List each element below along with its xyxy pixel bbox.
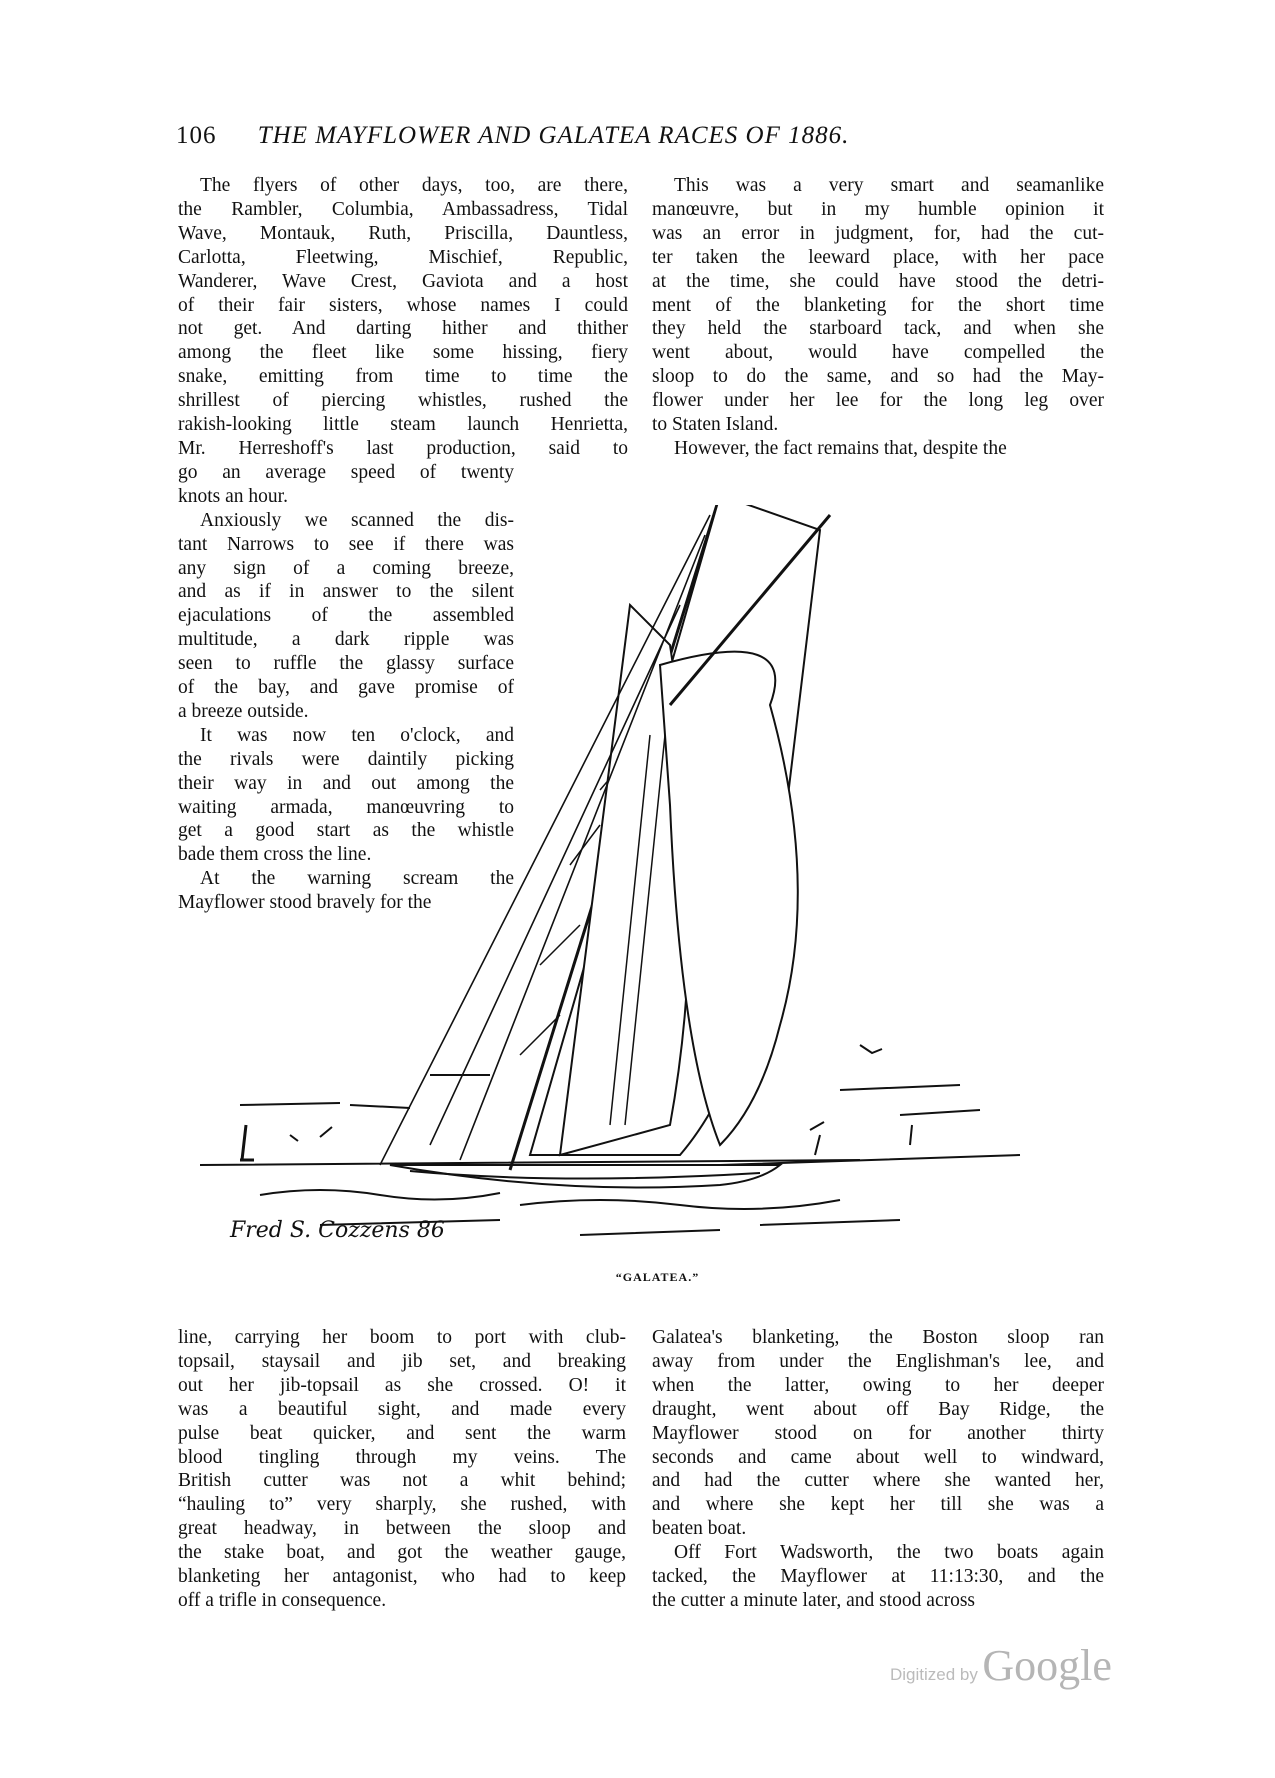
text-line: sloop to do the same, and so had the May- [652,366,1104,388]
text-line: British cutter was not a whit behind; [178,1470,626,1492]
text-line: Off Fort Wadsworth, the two boats again [674,1542,1104,1564]
text-line: great headway, in between the sloop and [178,1518,626,1540]
text-line: and where she kept her till she was a [652,1494,1104,1516]
text-line: Mayflower stood on for another thirty [652,1422,1104,1444]
text-line: the rivals were daintily picking [178,748,514,770]
text-line: draught, went about off Bay Ridge, the [652,1398,1104,1420]
text-line: Galatea's blanketing, the Boston sloop ran [652,1327,1104,1348]
text-line: rakish-looking little steam launch Henrietta, [178,414,628,436]
text-line: among the fleet like some hissing, fiery [178,342,628,364]
text-line: topsail, staysail and jib set, and breaking [178,1350,626,1372]
text-line: bade them cross the line. [178,844,372,866]
text-line: blanketing her antagonist, who had to keep [178,1566,626,1588]
text-line: The flyers of other days, too, are there, [200,175,628,196]
text-line: out her jib-topsail as she crossed. O! it [178,1374,626,1396]
text-line: and had the cutter where she wanted her, [652,1470,1104,1492]
digitized-watermark [890,1640,1112,1691]
running-header [176,122,849,150]
watermark-prefix: Digitized by [890,1665,978,1684]
text-line: a breeze outside. [178,700,309,722]
text-line: ment of the blanketing for the short time [652,294,1104,316]
text-line: Mr. Herreshoff's last production, said to [178,437,628,459]
text-line: of the bay, and gave promise of [178,677,514,699]
text-line: they held the starboard tack, and when she [652,318,1104,340]
text-line: was a beautiful sight, and made every [178,1398,626,1420]
text-line: and as if in answer to the silent [178,581,514,603]
text-line: beaten boat. [652,1518,747,1540]
text-line: Mayflower stood bravely for the [178,892,432,914]
illustration-caption: “GALATEA.” [615,1270,700,1284]
text-line: waiting armada, manœuvring to [178,796,514,818]
text-line: to Staten Island. [652,414,779,436]
text-line: seen to ruffle the glassy surface [178,653,514,675]
text-line: away from under the Englishman's lee, and [652,1350,1104,1372]
artist-signature: Fred S. Cozzens 86 [230,1218,445,1243]
text-line: the cutter a minute later, and stood across [652,1589,976,1611]
text-line: It was now ten o'clock, and [200,724,514,746]
text-line: shrillest of piercing whistles, rushed the [178,390,628,412]
text-line: snake, emitting from time to time the [178,366,628,388]
text-line: seconds and came about well to windward, [652,1446,1104,1468]
text-line: multitude, a dark ripple was [178,629,514,651]
text-line: ter taken the leeward place, with her pace [652,246,1104,268]
text-line: the stake boat, and got the weather gauge, [178,1542,626,1564]
text-line: Carlotta, Fleetwing, Mischief, Republic, [178,246,628,268]
text-line: their way in and out among the [178,772,514,794]
text-line: knots an hour. [178,485,288,507]
column-right-bottom [652,1326,1104,1613]
text-line: off a trifle in consequence. [178,1589,387,1611]
text-line: Wave, Montauk, Ruth, Priscilla, Dauntless, [178,222,628,244]
galatea-illustration [200,505,1060,1265]
text-line: at the time, she could have stood the detri- [652,270,1104,292]
text-line: This was a very smart and seamanlike [674,175,1104,196]
column-left-bottom [178,1326,626,1613]
text-line: of their fair sisters, whose names I could [178,294,628,316]
running-title: THE MAYFLOWER AND GALATEA RACES OF 1886. [257,122,850,149]
page-number: 106 [176,122,217,149]
text-line: not get. And darting hither and thither [178,318,628,340]
column-right-top [652,174,1104,461]
text-line: Anxiously we scanned the dis- [200,509,514,531]
text-line: “hauling to” very sharply, she rushed, with [178,1494,626,1516]
text-line: tacked, the Mayflower at 11:13:30, and the [652,1566,1104,1588]
text-line: line, carrying her boom to port with club- [178,1327,626,1348]
text-line: any sign of a coming breeze, [178,557,514,579]
text-line: pulse beat quicker, and sent the warm [178,1422,626,1444]
google-logo: Google [982,1641,1112,1690]
text-line: Wanderer, Wave Crest, Gaviota and a host [178,270,628,292]
text-line: was an error in judgment, for, had the cut- [652,222,1104,244]
text-line: when the latter, owing to her deeper [652,1374,1104,1396]
text-line: the Rambler, Columbia, Ambassadress, Tidal [178,198,628,220]
text-line: go an average speed of twenty [178,461,514,483]
text-line: get a good start as the whistle [178,820,514,842]
text-line: manœuvre, but in my humble opinion it [652,198,1104,220]
text-line: ejaculations of the assembled [178,605,514,627]
text-line: However, the fact remains that, despite the [674,437,1007,459]
text-line: blood tingling through my veins. The [178,1446,626,1468]
text-line: At the warning scream the [200,868,514,890]
text-line: flower under her lee for the long leg over [652,390,1104,412]
text-line: went about, would have compelled the [652,342,1104,364]
hull [390,1165,780,1188]
text-line: tant Narrows to see if there was [178,533,514,555]
